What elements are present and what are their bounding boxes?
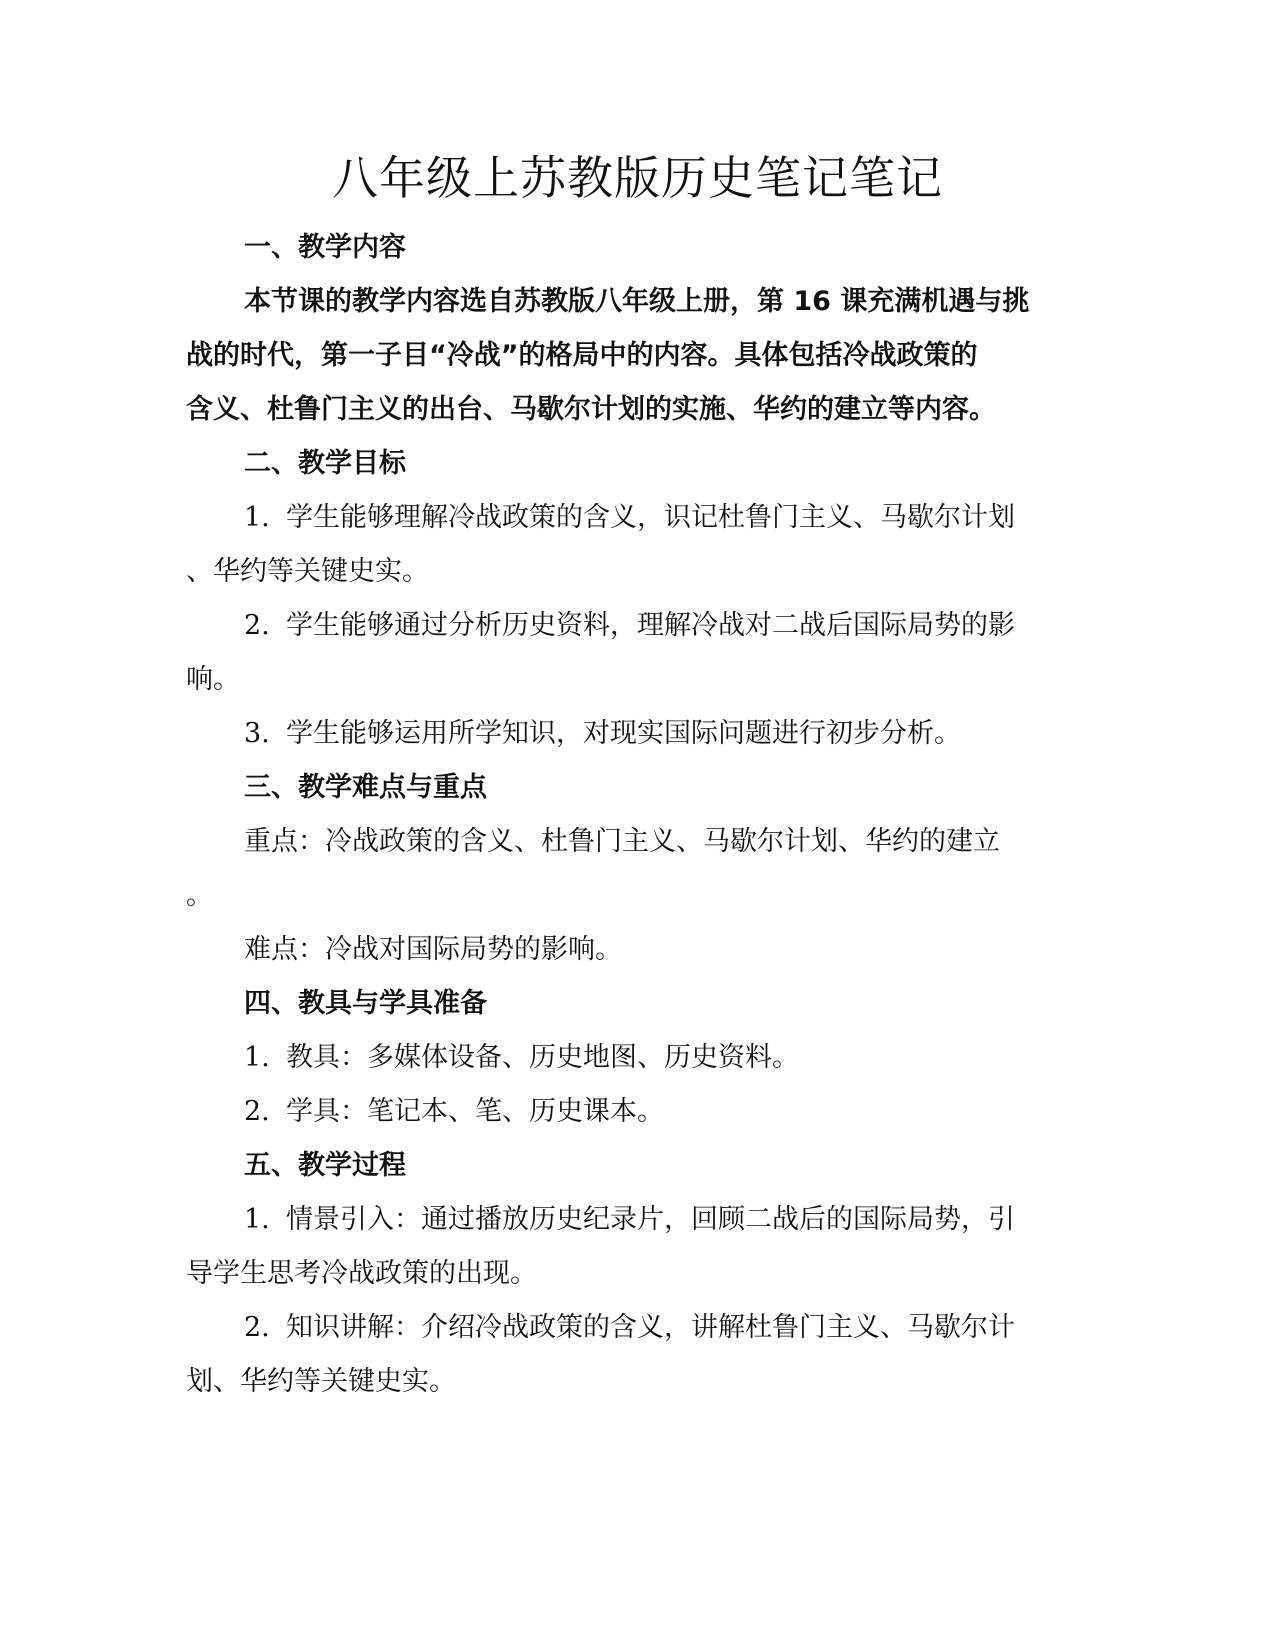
section-heading-materials: 四、教具与学具准备	[244, 988, 487, 1019]
list-number: 1.	[244, 502, 270, 533]
document-title: 八年级上苏教版历史笔记笔记	[332, 151, 943, 205]
list-text: 知识讲解：介绍冷战政策的含义，讲解杜鲁门主义、马歇尔计	[286, 1312, 1015, 1343]
key-points-text: 重点：冷战政策的含义、杜鲁门主义、马歇尔计划、华约的建立	[244, 826, 1000, 857]
paragraph-line: 含义、杜鲁门主义的出台、马歇尔计划的实施、华约的建立等内容。	[186, 394, 996, 425]
list-item	[244, 1200, 1104, 1240]
list-number: 1.	[244, 1042, 270, 1073]
list-text: 学生能够运用所学知识，对现实国际问题进行初步分析。	[286, 718, 961, 749]
key-points-continuation: 。	[186, 880, 213, 911]
section-heading-teaching-content: 一、教学内容	[244, 232, 406, 263]
list-text: 情景引入：通过播放历史纪录片，回顾二战后的国际局势，引	[286, 1204, 1015, 1235]
list-number: 2.	[244, 610, 270, 641]
list-item	[244, 1308, 1104, 1348]
list-text: 学具：笔记本、笔、历史课本。	[286, 1096, 664, 1127]
paragraph-line: 本节课的教学内容选自苏教版八年级上册，第 16 课充满机遇与挑	[244, 286, 1030, 317]
list-text: 教具：多媒体设备、历史地图、历史资料。	[286, 1042, 799, 1073]
list-text: 学生能够理解冷战政策的含义，识记杜鲁门主义、马歇尔计划	[286, 502, 1015, 533]
list-item-continuation: 、华约等关键史实。	[186, 556, 429, 587]
section-heading-process: 五、教学过程	[244, 1150, 406, 1181]
list-item-continuation: 导学生思考冷战政策的出现。	[186, 1258, 537, 1289]
list-number: 2.	[244, 1096, 270, 1127]
section-heading-key-points: 三、教学难点与重点	[244, 772, 487, 803]
list-item	[244, 498, 1104, 538]
section-heading-teaching-goals: 二、教学目标	[244, 448, 406, 479]
paragraph-line: 战的时代，第一子目“冷战”的格局中的内容。具体包括冷战政策的	[186, 340, 978, 371]
difficulty-text: 难点：冷战对国际局势的影响。	[244, 934, 622, 965]
list-item-continuation: 划、华约等关键史实。	[186, 1366, 456, 1397]
list-number: 1.	[244, 1204, 270, 1235]
list-item-continuation: 响。	[186, 664, 240, 695]
list-number: 3.	[244, 718, 270, 749]
list-item	[244, 1092, 1104, 1132]
list-text: 学生能够通过分析历史资料，理解冷战对二战后国际局势的影	[286, 610, 1015, 641]
list-item	[244, 714, 1104, 754]
list-item	[244, 606, 1104, 646]
list-item	[244, 1038, 1104, 1078]
list-number: 2.	[244, 1312, 270, 1343]
